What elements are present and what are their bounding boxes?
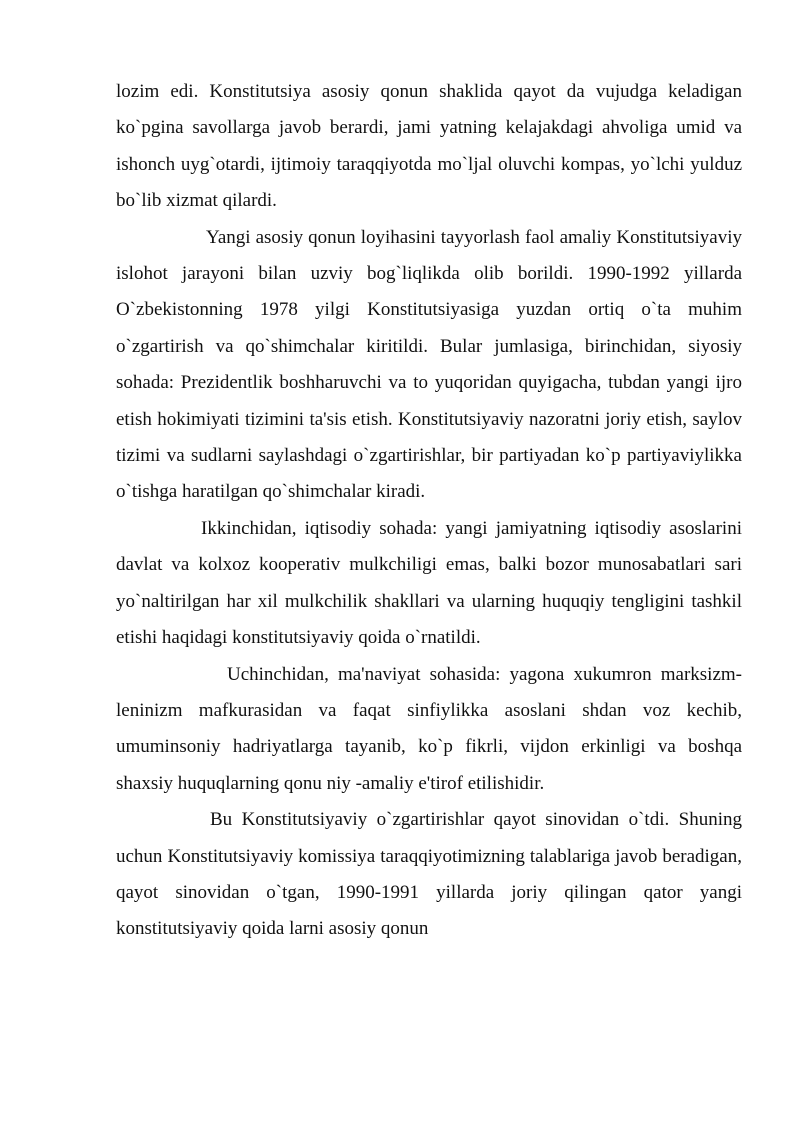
paragraph-5: Bu Konstitutsiyaviy o`zgartirishlar qayot sinovidan o`tdi. Shuning uchun Konstitutsiyaviy komissiya taraqqiyotimizning talablariga javob beradigan, qayot sinovidan o`tgan, 1990-1991 yillarda joriy qilingan qator yangi konstitutsiyaviy qoida larni asosiy qonun	[116, 809, 742, 940]
paragraph-2: Yangi asosiy qonun loyihasini tayyorlash faol amaliy Konstitutsiyaviy islohot jarayoni bilan uzviy bog`liqlikda olib borildi. 1990-1992 yillarda O`zbekistonning 1978 yilgi Konstitutsiyasiga yuzdan ortiq o`ta muhim o`zgartirish va qo`shimchalar kiritildi. Bular jumlasiga, birinchidan, siyosiy sohada: Prezidentlik boshharuvchi va to yuqoridan quyigacha, tubdan yangi ijro etish hokimiyati tizimini ta'sis etish. Konstitutsiyaviy nazoratni joriy etish, saylov tizimi va sudlarni saylashdagi o`zgartirishlar, bir partiyadan ko`p partiyaviylikka o`tishga haratilgan qo`shimchalar kiradi.	[116, 226, 742, 503]
paragraph-3: Ikkinchidan, iqtisodiy sohada: yangi jamiyatning iqtisodiy asoslarini davlat va kolxoz kooperativ mulkchiligi emas, balki bozor munosabatlari sari yo`naltirilgan har xil mulkchilik shakllari va ularning huquqiy tengligini tashkil etishi haqidagi konstitutsiyaviy qoida o`rnatildi.	[116, 517, 742, 649]
paragraph-1: lozim edi. Konstitutsiya asosiy qonun shaklida qayot da vujudga keladigan ko`pgina savollarga javob berardi, jami yatning kelajakdagi ahvoliga umid va ishonch uyg`otardi, ijtimoiy taraqqiyotda mo`ljal oluvchi kompas, yo`lchi yulduz bo`lib xizmat qilardi.	[116, 81, 742, 212]
paragraph-4: Uchinchidan, ma'naviyat sohasida: yagona xukumron marksizm-leninizm mafkurasidan va faqat sinfiylikka asoslani shdan voz kechib, umuminsoniy hadriyatlarga tayanib, ko`p fikrli, vijdon erkinligi va boshqa shaxsiy huquqlarning qonu niy -amaliy e'tirof etilishidir.	[116, 663, 742, 794]
document-page	[116, 74, 742, 948]
